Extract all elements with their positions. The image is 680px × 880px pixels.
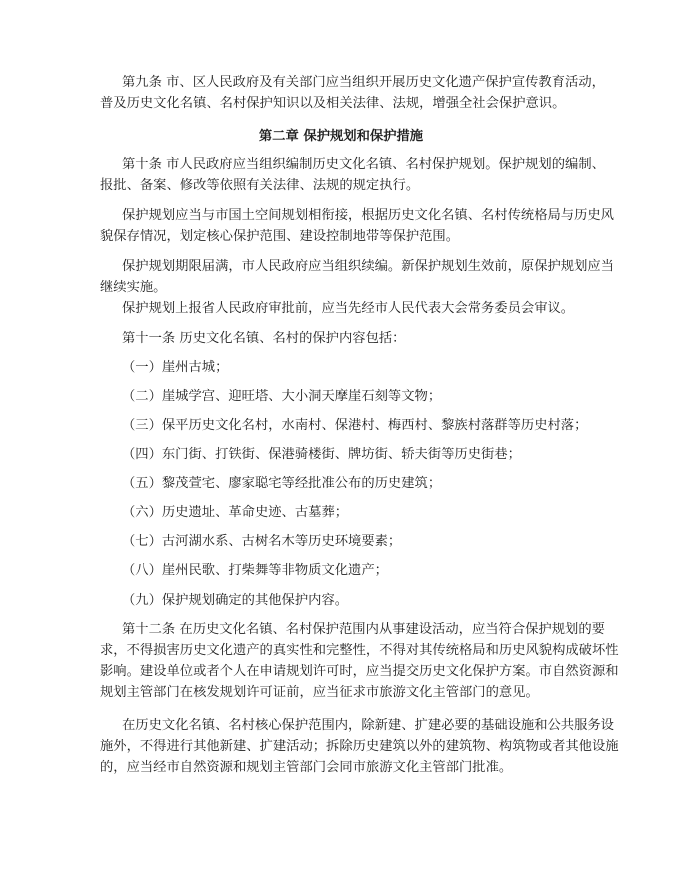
article-10-paragraph — [100, 154, 605, 196]
text-line: 第十一条 历史文化名镇、名村的保护内容包括： — [122, 331, 406, 346]
list-item: （三）保平历史文化名村，水南村、保港村、梅西村、黎族村落群等历史村落； — [122, 418, 588, 433]
list-item: （六）历史遗址、革命史迹、古墓葬； — [122, 505, 349, 520]
text-line: 的，应当经市自然资源和规划主管部门会同市旅游文化主管部门批准。 — [100, 760, 513, 775]
article-10-paragraph-4 — [100, 298, 582, 319]
text-line: 貌保存情况，划定核心保护范围、建设控制地带等保护范围。 — [100, 229, 460, 244]
list-item: （四）东门街、打铁街、保港骑楼街、牌坊街、轿夫街等历史街巷； — [122, 447, 521, 462]
text-line: 在历史文化名镇、名村核心保护范围内，除新建、扩建必要的基础设施和公共服务设 — [122, 718, 614, 733]
text-line: 第十条 市人民政府应当组织编制历史文化名镇、名村保护规划。保护规划的编制、 — [122, 157, 605, 172]
article-9-paragraph — [100, 72, 605, 114]
list-item: （九）保护规划确定的其他保护内容。 — [122, 593, 349, 608]
list-item: （七）古河湖水系、古树名木等历史环境要素； — [122, 534, 402, 549]
text-line: 第十二条 在历史文化名镇、名村保护范围内从事建设活动，应当符合保护规划的要 — [122, 622, 605, 637]
list-item: （一）崖州古城； — [122, 360, 229, 375]
text-line: 保护规划期限届满，市人民政府应当组织续编。新保护规划生效前，原保护规划应当 — [122, 259, 614, 274]
list-item: （五）黎茂萱宅、廖家聪宅等经批准公布的历史建筑； — [122, 476, 442, 491]
text-line: 第九条 市、区人民政府及有关部门应当组织开展历史文化遗产保护宣传教育活动， — [122, 75, 605, 90]
article-12-paragraph-2 — [100, 715, 619, 778]
text-line: 求，不得损害历史文化遗产的真实性和完整性，不得对其传统格局和历史风貌构成破坏性 — [100, 643, 619, 658]
article-10-paragraph-2 — [100, 205, 614, 247]
text-line: 保护规划应当与市国土空间规划相衔接，根据历史文化名镇、名村传统格局与历史风 — [122, 208, 614, 223]
text-line: 影响。建设单位或者个人在申请规划许可时，应当提交历史文化保护方案。市自然资源和 — [100, 664, 619, 679]
text-line: 规划主管部门在核发规划许可证前，应当征求市旅游文化主管部门的意见。 — [100, 685, 539, 700]
text-line: 报批、备案、修改等依照有关法律、法规的规定执行。 — [100, 178, 420, 193]
article-11-intro — [100, 328, 582, 349]
article-10-paragraph-3 — [100, 256, 614, 298]
text-line: 施外，不得进行其他新建、扩建活动；拆除历史建筑以外的建筑物、构筑物或者其他设施 — [100, 739, 619, 754]
chapter-heading: 第二章 保护规划和保护措施 — [258, 129, 424, 144]
list-item: （二）崖城学宫、迎旺塔、大小洞天摩崖石刻等文物； — [122, 389, 442, 404]
text-line: 继续实施。 — [100, 280, 167, 295]
text-line: 保护规划上报省人民政府审批前，应当先经市人民代表大会常务委员会审议。 — [122, 301, 575, 316]
article-12-paragraph — [100, 619, 619, 703]
text-line: 普及历史文化名镇、名村保护知识以及相关法律、法规，增强全社会保护意识。 — [100, 96, 566, 111]
list-item: （八）崖州民歌、打柴舞等非物质文化遗产； — [122, 563, 388, 578]
